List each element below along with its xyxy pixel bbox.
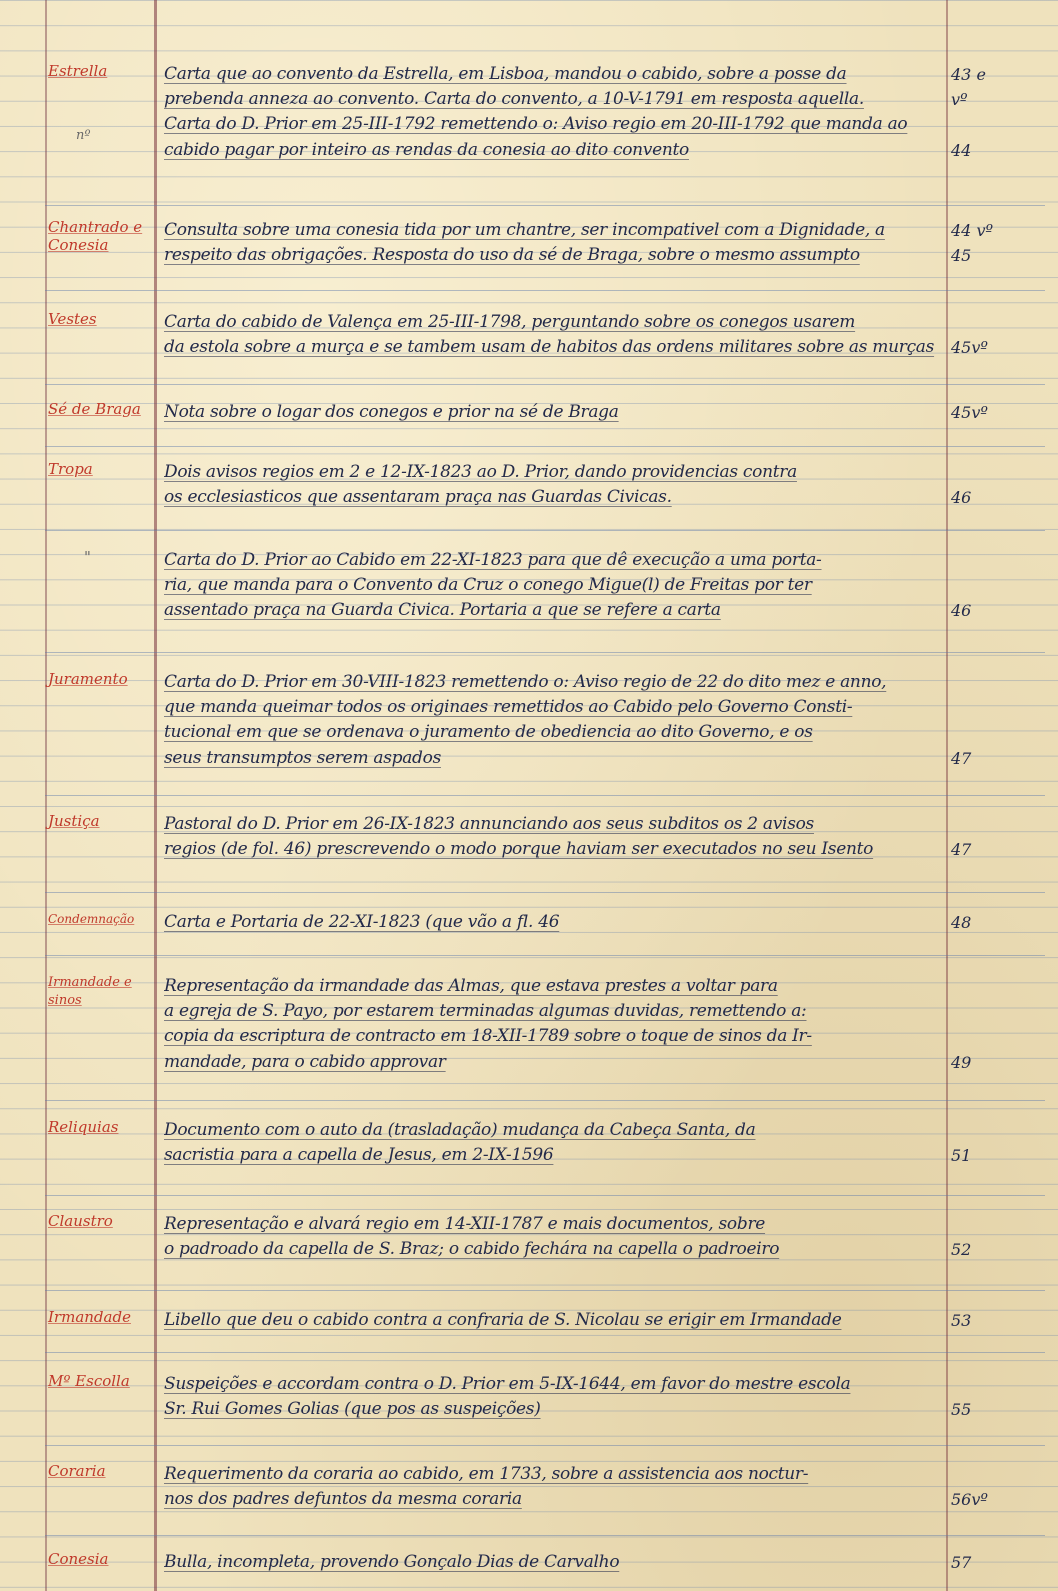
text-line: copia da escriptura de contracto em 18-XII-1789 sobre o toque de sinos da Ir- <box>164 1026 812 1047</box>
subject-label: Mº Escolla <box>48 1372 130 1390</box>
entry-divider <box>45 384 1045 385</box>
text-line: Requerimento da coraria ao cabido, em 1733, sobre a assistencia aos noctur- <box>164 1464 809 1484</box>
text-line: a egreja de S. Payo, por estarem terminadas algumas duvidas, remettendo a: <box>164 1001 807 1022</box>
text-line: sacristia para a capella de Jesus, em 2-IX-1596 <box>164 1145 554 1166</box>
text-line: Sr. Rui Gomes Golias (que pos as suspeições) <box>164 1399 541 1420</box>
subject-label: Condemnação <box>48 912 135 926</box>
entry-text <box>164 1462 940 1512</box>
text-line: Carta do D. Prior em 25-III-1792 remettendo o: Aviso regio em 20-III-1792 que manda ao <box>164 114 908 135</box>
text-line: Carta do cabido de Valença em 25-III-1798, perguntando sobre os conegos usarem <box>164 312 856 332</box>
entry-divider <box>45 1535 1045 1536</box>
text-line: Suspeições e accordam contra o D. Prior em 5-IX-1644, em favor do mestre escola <box>164 1374 851 1394</box>
ditto-mark: " <box>84 548 91 566</box>
entry-text <box>164 62 940 163</box>
text-line: regios (de fol. 46) prescrevendo o modo porque haviam ser executados no seu Isento <box>164 839 874 860</box>
folio-number: 49 <box>951 1052 972 1072</box>
folio-number: 52 <box>951 1240 972 1260</box>
text-line: Documento com o auto da (trasladação) mudança da Cabeça Santa, da <box>164 1120 756 1140</box>
folio-number: 47 <box>951 840 972 860</box>
subject-label: Tropa <box>48 460 93 478</box>
entry-divider <box>45 530 1045 531</box>
entry-divider <box>45 1445 1045 1446</box>
entry-text <box>164 548 940 624</box>
text-line: Dois avisos regios em 2 e 12-IX-1823 ao D. Prior, dando providencias contra <box>164 462 797 482</box>
entry-text <box>164 310 940 360</box>
text-line: Libello que deu o cabido contra a confraria de S. Nicolau se erigir em Irmandade <box>164 1310 842 1330</box>
folio-number: 47 <box>951 748 972 768</box>
entry-divider <box>45 1100 1045 1101</box>
entry-text <box>164 460 940 510</box>
subject-label: Juramento <box>48 670 128 688</box>
subject-label: Claustro <box>48 1212 113 1230</box>
subject-label: Vestes <box>48 310 97 328</box>
text-line: Bulla, incompleta, provendo Gonçalo Dias de Carvalho <box>164 1552 620 1572</box>
entry-divider <box>45 205 1045 206</box>
subject-label: Justiça <box>48 812 100 830</box>
entry-divider <box>45 795 1045 796</box>
text-line: cabido pagar por inteiro as rendas da conesia ao dito convento <box>164 139 689 160</box>
folio-number: 48 <box>951 913 972 932</box>
text-line: Consulta sobre uma conesia tida por um chantre, ser incompativel com a Dignidade, a <box>164 220 885 240</box>
text-line: Representação e alvará regio em 14-XII-1787 e mais documentos, sobre <box>164 1214 766 1234</box>
entry-text <box>164 1212 940 1262</box>
entry-divider <box>45 892 1045 893</box>
entry-divider <box>45 1352 1045 1353</box>
entry-text <box>164 910 940 935</box>
folio-number: 56vº <box>951 1490 988 1510</box>
text-line: Representação da irmandade das Almas, que estava prestes a voltar para <box>164 976 778 996</box>
text-line: prebenda anneza ao convento. Carta do convento, a 10-V-1791 em resposta aquella. <box>164 89 864 110</box>
folio-number: 46 <box>951 601 972 621</box>
text-line: Carta que ao convento da Estrella, em Lisboa, mandou o cabido, sobre a posse da <box>164 64 847 84</box>
subject-label: Chantrado e Conesia <box>48 218 143 254</box>
text-line: Nota sobre o logar dos conegos e prior na sé de Braga <box>164 402 619 422</box>
subject-label: Irmandade e sinos <box>48 975 132 1008</box>
entry-text <box>164 1308 940 1333</box>
entry-text <box>164 400 940 425</box>
folio-number: 45vº <box>951 338 988 358</box>
text-line: que manda queimar todos os originaes remettidos ao Cabido pelo Governo Consti- <box>164 697 853 718</box>
subject-label: Conesia <box>48 1550 109 1568</box>
entry-divider <box>45 446 1045 447</box>
subject-label: Estrella <box>48 62 108 80</box>
text-line: os ecclesiasticos que assentaram praça nas Guardas Civicas. <box>164 487 672 508</box>
text-line: seus transumptos serem aspados <box>164 747 441 768</box>
text-line: respeito das obrigações. Resposta do uso da sé de Braga, sobre o mesmo assumpto <box>164 245 860 266</box>
text-line: Carta do D. Prior em 30-VIII-1823 remettendo o: Aviso regio de 22 do dito mez e anno, <box>164 672 887 692</box>
entry-divider <box>45 290 1045 291</box>
text-line: Carta do D. Prior ao Cabido em 22-XI-1823 para que dê execução a uma porta- <box>164 550 822 570</box>
margin-mark: nº <box>76 128 91 143</box>
subject-label: Coraria <box>48 1462 106 1480</box>
folio-number: 53 <box>951 1311 972 1330</box>
entry-text <box>164 670 940 771</box>
subject-label: Sé de Braga <box>48 400 141 418</box>
folio-number: 45vº <box>951 403 988 422</box>
folio-number: 43 e vº 44 <box>951 65 986 160</box>
folio-number: 44 vº 45 <box>951 221 994 266</box>
entry-divider <box>45 652 1045 653</box>
text-line: assentado praça na Guarda Civica. Portaria a que se refere a carta <box>164 600 721 621</box>
text-line: da estola sobre a murça e se tambem usam de habitos das ordens militares sobre as murças <box>164 337 935 358</box>
entry-text <box>164 812 940 862</box>
entry-text <box>164 218 940 268</box>
text-line: tucional em que se ordenava o juramento de obediencia ao dito Governo, e os <box>164 722 813 743</box>
text-line: ria, que manda para o Convento da Cruz o conego Migue(l) de Freitas por ter <box>164 575 812 596</box>
text-line: nos dos padres defuntos da mesma coraria <box>164 1489 522 1510</box>
entry-text <box>164 1550 940 1575</box>
entry-divider <box>45 955 1045 956</box>
folio-number: 46 <box>951 488 972 508</box>
folio-number: 57 <box>951 1553 972 1572</box>
text-line: o padroado da capella de S. Braz; o cabido fechára na capella o padroeiro <box>164 1239 780 1260</box>
text-line: mandade, para o cabido approvar <box>164 1051 446 1072</box>
entry-divider <box>45 1195 1045 1196</box>
subject-label: Irmandade <box>48 1308 131 1326</box>
folio-number: 51 <box>951 1146 972 1166</box>
folio-number: 55 <box>951 1400 972 1420</box>
entry-text <box>164 1118 940 1168</box>
text-line: Pastoral do D. Prior em 26-IX-1823 annunciando aos seus subditos os 2 avisos <box>164 814 814 834</box>
subject-label: Reliquias <box>48 1118 119 1136</box>
entry-divider <box>45 1290 1045 1291</box>
entry-text <box>164 1372 940 1422</box>
entry-text <box>164 974 940 1075</box>
text-line: Carta e Portaria de 22-XI-1823 (que vão a fl. 46 <box>164 912 560 932</box>
